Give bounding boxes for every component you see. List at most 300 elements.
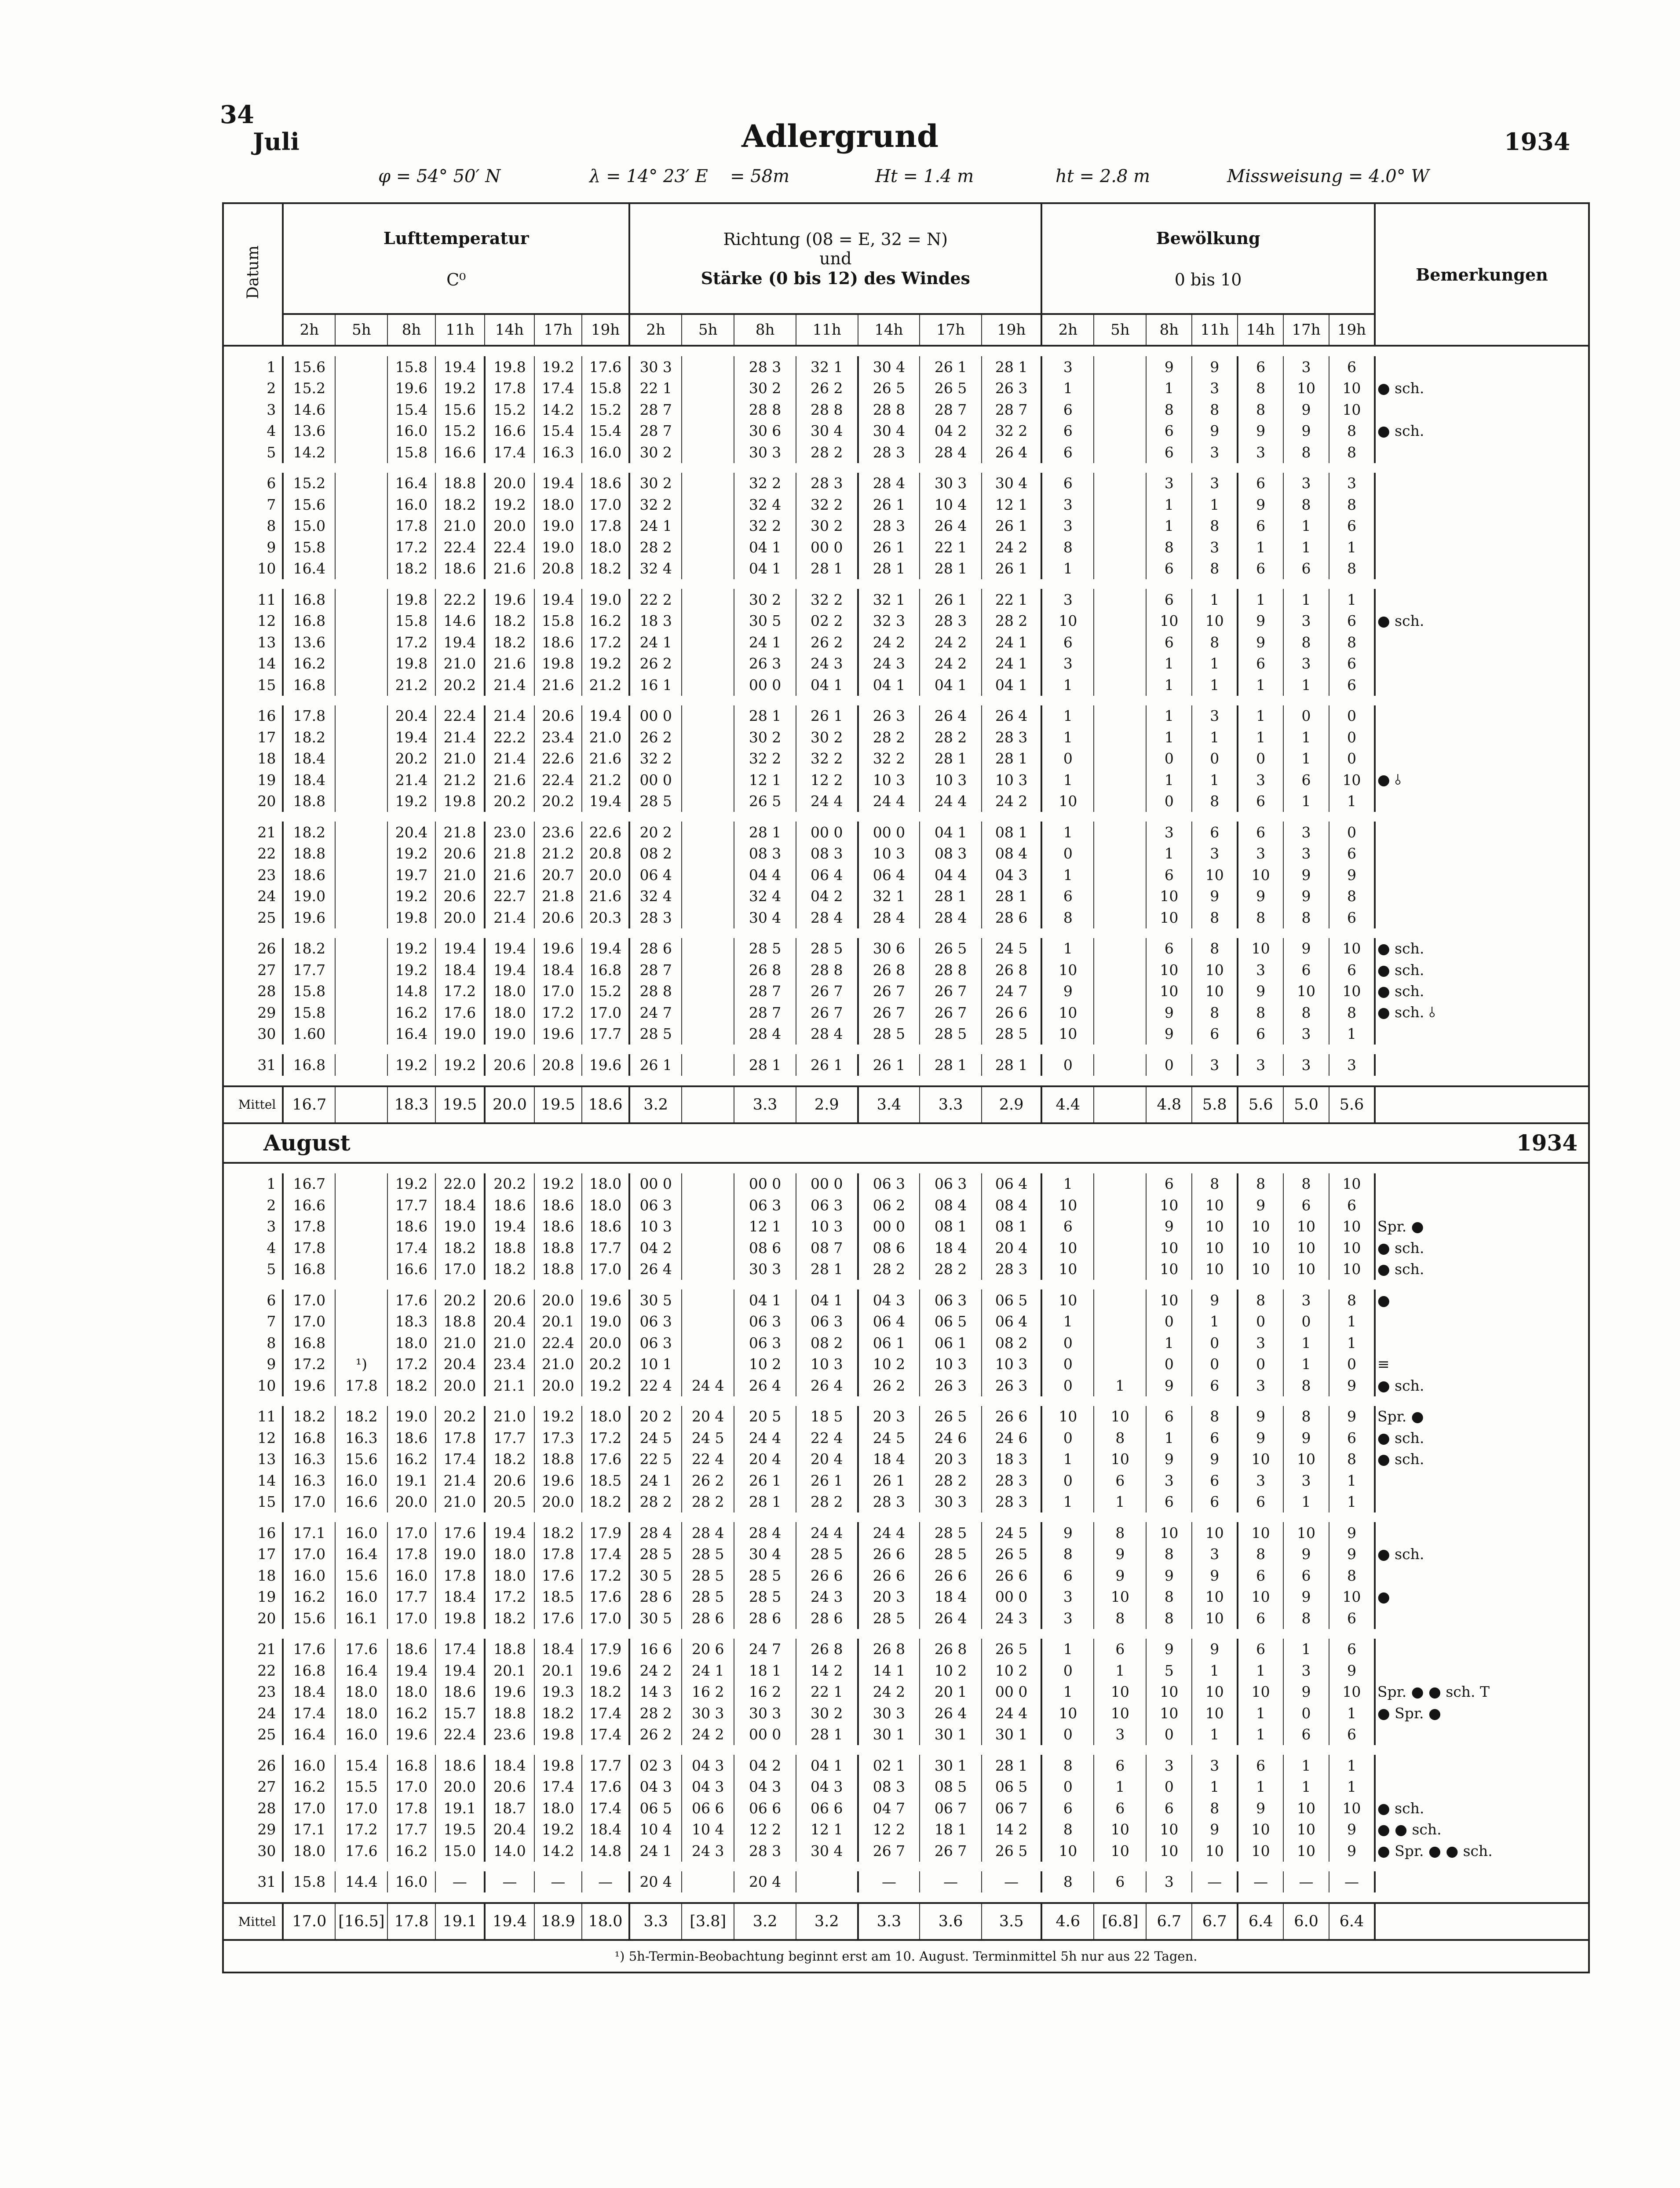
table-row (223, 1194, 1589, 1216)
temp-19h: 20.0 (582, 1332, 629, 1354)
temp-17h: 23.6 (534, 822, 582, 843)
wind-11h: 28 1 (796, 558, 858, 580)
wind-14h: 28 2 (858, 727, 920, 748)
remark-cell (1375, 1054, 1589, 1076)
wind-8h: 30 3 (734, 1259, 796, 1280)
wind-11h: 24 3 (796, 1586, 858, 1608)
temp-8h: 19.8 (387, 589, 435, 610)
temp-19h: 17.0 (582, 1002, 629, 1023)
temp-5h (335, 356, 387, 378)
cloud-17h: 8 (1283, 1002, 1329, 1023)
temp-11h: 21.4 (435, 1470, 485, 1491)
temp-2h: 15.8 (283, 537, 335, 558)
wind-5h (682, 791, 734, 812)
wind-19h: 24 2 (982, 537, 1041, 558)
cloud-19h: 1 (1329, 1332, 1375, 1354)
declination: Missweisung = 4.0° W (1227, 166, 1429, 186)
wind-19h: 10 3 (982, 1354, 1041, 1375)
wind-14h: 24 3 (858, 653, 920, 675)
wind-17h: 06 3 (920, 1173, 982, 1195)
wind-14h: 3.3 (858, 1903, 920, 1940)
cloud-5h (1094, 938, 1146, 960)
wind-19h: 06 4 (982, 1173, 1041, 1195)
temp-14h: 19.4 (485, 1216, 534, 1238)
cloud-14h: 6 (1238, 558, 1283, 580)
section-year: 1934 (435, 1123, 1589, 1163)
row-gap (223, 1512, 1589, 1522)
cloud-2h: 8 (1041, 1819, 1094, 1841)
temp-2h: 18.2 (283, 938, 335, 960)
temp-11h: 15.6 (435, 399, 485, 420)
day-cell: 2 (223, 378, 283, 399)
remark-cell (1375, 653, 1589, 675)
temp-5h (335, 1289, 387, 1311)
temp-8h: 17.2 (387, 1354, 435, 1375)
cloud-14h: 10 (1238, 864, 1283, 886)
cloud-5h: 8 (1094, 1427, 1146, 1449)
day-cell: 13 (223, 1449, 283, 1470)
wind-19h: 28 5 (982, 1023, 1041, 1045)
cloud-2h: 10 (1041, 1702, 1094, 1724)
table-row (223, 1565, 1589, 1586)
temp-17h: 20.2 (534, 791, 582, 812)
cloud-2h: 10 (1041, 1289, 1094, 1311)
temp-8h: 17.7 (387, 1194, 435, 1216)
cloud-11h: 6 (1192, 1023, 1238, 1045)
wind-19h: 00 0 (982, 1681, 1041, 1703)
cloud-8h: 6 (1146, 558, 1192, 580)
cloud-2h: 3 (1041, 515, 1094, 537)
wind-19h: 28 3 (982, 1470, 1041, 1491)
wind-2h: 06 3 (629, 1332, 682, 1354)
temp-14h: 18.2 (485, 632, 534, 653)
remark-cell: ● sch. (1375, 1544, 1589, 1565)
temp-5h: 17.6 (335, 1639, 387, 1660)
wind-19h: 20 4 (982, 1237, 1041, 1259)
table-row (223, 378, 1589, 399)
temp-2h: 18.2 (283, 822, 335, 843)
cloud-14h: 10 (1238, 938, 1283, 960)
temp-2h: 17.0 (283, 1311, 335, 1333)
remark-cell (1375, 1491, 1589, 1513)
table-row (223, 705, 1589, 727)
cloud-14h: 9 (1238, 420, 1283, 442)
remark-cell: ● (1375, 1586, 1589, 1608)
cloud-8h: 1 (1146, 705, 1192, 727)
temp-8h: 19.1 (387, 1470, 435, 1491)
day-cell: 6 (223, 1289, 283, 1311)
cloud-19h: 0 (1329, 748, 1375, 770)
wind-5h (682, 1311, 734, 1333)
gap-cell (223, 1396, 1589, 1406)
temp-14h: 20.0 (485, 515, 534, 537)
temp-14h: 23.6 (485, 1724, 534, 1746)
temp-14h: 20.4 (485, 1819, 534, 1841)
wind-11h: 26 2 (796, 632, 858, 653)
wind-8h: 06 3 (734, 1332, 796, 1354)
wind-17h: 28 7 (920, 399, 982, 420)
wind-2h: 22 5 (629, 1449, 682, 1470)
wind-14h: 08 3 (858, 1776, 920, 1798)
table-row (223, 1470, 1589, 1491)
cloud-2h: 10 (1041, 610, 1094, 632)
remark-cell (1375, 1086, 1589, 1123)
ht-lower: ht = 2.8 m (1055, 166, 1150, 186)
table-body (223, 346, 1589, 1972)
cloud-8h: 8 (1146, 1544, 1192, 1565)
cloud-2h: 6 (1041, 442, 1094, 463)
remark-cell (1375, 1173, 1589, 1195)
temp-17h: 18.0 (534, 494, 582, 515)
temp-14h: 14.0 (485, 1840, 534, 1862)
cloud-19h: 9 (1329, 1375, 1375, 1396)
time-header-11h: 11h (796, 314, 858, 346)
wind-11h: 32 1 (796, 356, 858, 378)
cloud-19h: 10 (1329, 1797, 1375, 1819)
temp-11h: 21.0 (435, 1332, 485, 1354)
table-row (223, 748, 1589, 770)
wind-17h: 18 4 (920, 1237, 982, 1259)
wind-8h: 12 1 (734, 769, 796, 791)
remark-cell: ≡ (1375, 1354, 1589, 1375)
temp-2h: 17.0 (283, 1797, 335, 1819)
cloud-17h: 5.0 (1283, 1086, 1329, 1123)
cloud-17h: 3 (1283, 1289, 1329, 1311)
wind-8h: 28 7 (734, 1002, 796, 1023)
temp-5h: 17.2 (335, 1819, 387, 1841)
wind-19h: 10 2 (982, 1660, 1041, 1681)
cloud-8h: 4.8 (1146, 1086, 1192, 1123)
wind-2h: 24 1 (629, 1470, 682, 1491)
temp-14h: 20.6 (485, 1054, 534, 1076)
cloud-17h: 9 (1283, 886, 1329, 907)
cloud-19h: — (1329, 1871, 1375, 1893)
temp-8h: 17.7 (387, 1586, 435, 1608)
table-row (223, 653, 1589, 675)
cloud-19h: 8 (1329, 1289, 1375, 1311)
temp-2h: 16.8 (283, 1332, 335, 1354)
temp-19h: 17.9 (582, 1639, 629, 1660)
wind-2h: 28 7 (629, 959, 682, 981)
temp-2h: 16.2 (283, 653, 335, 675)
cloud-8h: 8 (1146, 537, 1192, 558)
table-row (223, 632, 1589, 653)
wind-14h: 06 2 (858, 1194, 920, 1216)
wind-14h: 18 4 (858, 1449, 920, 1470)
temp-14h: 17.4 (485, 442, 534, 463)
wind-11h: 30 2 (796, 1702, 858, 1724)
temp-2h: 15.6 (283, 494, 335, 515)
cloud-8h: 6 (1146, 632, 1192, 653)
wind-5h (682, 1194, 734, 1216)
cloud-11h: 10 (1192, 1702, 1238, 1724)
temp-19h: 16.0 (582, 442, 629, 463)
row-gap (223, 579, 1589, 589)
temp-11h: — (435, 1871, 485, 1893)
cloud-5h (1094, 843, 1146, 865)
cloud-8h: 10 (1146, 1259, 1192, 1280)
temp-5h (335, 959, 387, 981)
temp-17h: 21.2 (534, 843, 582, 865)
cloud-19h: 6 (1329, 653, 1375, 675)
temp-8h: 19.2 (387, 1173, 435, 1195)
temp-11h: 21.8 (435, 822, 485, 843)
temp-17h: 18.4 (534, 959, 582, 981)
cloud-2h: 0 (1041, 843, 1094, 865)
day-cell: 21 (223, 1639, 283, 1660)
cloud-2h: 1 (1041, 1681, 1094, 1703)
cloud-2h: 6 (1041, 886, 1094, 907)
temp-17h: 18.6 (534, 632, 582, 653)
temp-14h: 19.4 (485, 938, 534, 960)
temp-5h (335, 1023, 387, 1045)
temp-19h: 16.8 (582, 959, 629, 981)
temp-8h: 20.4 (387, 705, 435, 727)
remark-cell (1375, 1660, 1589, 1681)
wind-8h: 12 1 (734, 1216, 796, 1238)
wind-14h: 26 6 (858, 1544, 920, 1565)
cloud-14h: 6 (1238, 356, 1283, 378)
cloud-17h: 1 (1283, 1354, 1329, 1375)
wind-2h: 00 0 (629, 705, 682, 727)
cloud-14h: 9 (1238, 1406, 1283, 1428)
temp-17h: 19.0 (534, 537, 582, 558)
cloud-5h (1094, 769, 1146, 791)
cloud-8h: 1 (1146, 515, 1192, 537)
footnote: ¹) 5h-Termin-Beobachtung beginnt erst am 10. August. Terminmittel 5h nur aus 22 Tagen. (223, 1940, 1589, 1972)
wind-11h: 28 1 (796, 1724, 858, 1746)
cloud-8h: 0 (1146, 1354, 1192, 1375)
cloud-17h: 3 (1283, 653, 1329, 675)
temp-5h (335, 442, 387, 463)
cloud-8h: 0 (1146, 791, 1192, 812)
table-row (223, 610, 1589, 632)
wind-14h: 10 3 (858, 843, 920, 865)
wind-14h: 28 1 (858, 558, 920, 580)
table-row (223, 1586, 1589, 1608)
temp-19h: 15.2 (582, 981, 629, 1002)
temp-17h: 18.2 (534, 1702, 582, 1724)
wind-5h (682, 1259, 734, 1280)
temp-19h: 17.6 (582, 1776, 629, 1798)
temp-2h: 19.6 (283, 1375, 335, 1396)
temp-8h: 18.2 (387, 558, 435, 580)
cloud-11h: 9 (1192, 420, 1238, 442)
wind-11h: 04 1 (796, 674, 858, 696)
wind-8h: 30 6 (734, 420, 796, 442)
temp-14h: 21.1 (485, 1375, 534, 1396)
wind-5h (682, 632, 734, 653)
temp-14h: 17.8 (485, 378, 534, 399)
temp-17h: 14.2 (534, 399, 582, 420)
temp-17h: 19.2 (534, 1173, 582, 1195)
cloud-14h: 6 (1238, 473, 1283, 494)
wind-11h: 08 7 (796, 1237, 858, 1259)
temp-8h: 15.8 (387, 356, 435, 378)
temp-19h: 18.4 (582, 1819, 629, 1841)
temp-14h: 20.6 (485, 1470, 534, 1491)
cloud-2h: 3 (1041, 653, 1094, 675)
row-gap (223, 1629, 1589, 1639)
temp-17h: 18.9 (534, 1903, 582, 1940)
wind-17h: 08 1 (920, 1216, 982, 1238)
temp-8h: 18.0 (387, 1681, 435, 1703)
remark-cell: ● sch. (1375, 420, 1589, 442)
temp-14h: 20.0 (485, 1086, 534, 1123)
temp-19h: 17.9 (582, 1522, 629, 1544)
row-gap (223, 1862, 1589, 1871)
wind-2h: 10 1 (629, 1354, 682, 1375)
wind-11h: 28 8 (796, 959, 858, 981)
wind-8h: 16 2 (734, 1681, 796, 1703)
cloud-19h: 0 (1329, 727, 1375, 748)
wind-17h: 28 2 (920, 1470, 982, 1491)
wind-11h: 28 3 (796, 473, 858, 494)
cloud-5h (1094, 610, 1146, 632)
cloud-11h: 10 (1192, 981, 1238, 1002)
cloud-17h: 1 (1283, 1332, 1329, 1354)
cloud-19h: 9 (1329, 864, 1375, 886)
wind-2h: 30 2 (629, 473, 682, 494)
cloud-17h: 1 (1283, 515, 1329, 537)
temp-2h: 16.4 (283, 1724, 335, 1746)
cloud-5h: [6.8] (1094, 1903, 1146, 1940)
wind-8h: 32 4 (734, 886, 796, 907)
cloud-17h: 8 (1283, 907, 1329, 928)
cloud-17h: 1 (1283, 589, 1329, 610)
wind-17h: 18 1 (920, 1819, 982, 1841)
wind-17h: 26 5 (920, 378, 982, 399)
wind-14h: 32 2 (858, 748, 920, 770)
temp-17h: 20.6 (534, 907, 582, 928)
cloud-2h: 6 (1041, 420, 1094, 442)
temp-5h (335, 1173, 387, 1195)
wind-17h: 06 1 (920, 1332, 982, 1354)
gap-cell (223, 1745, 1589, 1755)
temp-5h (335, 473, 387, 494)
cloud-14h: 10 (1238, 1840, 1283, 1862)
wind-11h: 26 1 (796, 705, 858, 727)
wind-2h: 28 5 (629, 1544, 682, 1565)
temp-2h: 13.6 (283, 632, 335, 653)
temp-19h: 17.7 (582, 1755, 629, 1776)
temp-14h: 17.2 (485, 1586, 534, 1608)
wind-5h: 24 1 (682, 1660, 734, 1681)
temp-14h: 19.2 (485, 494, 534, 515)
mittel-label: Mittel (223, 1903, 283, 1940)
temp-5h: 15.6 (335, 1449, 387, 1470)
wind-8h: 32 2 (734, 473, 796, 494)
wind-19h: 26 3 (982, 378, 1041, 399)
remark-cell: Spr. ● (1375, 1406, 1589, 1428)
wind-17h: 30 1 (920, 1755, 982, 1776)
wind-17h: 28 1 (920, 558, 982, 580)
table-row (223, 399, 1589, 420)
table-row (223, 1173, 1589, 1195)
temp-17h: 19.5 (534, 1086, 582, 1123)
temp-19h: 17.4 (582, 1544, 629, 1565)
cloud-5h (1094, 1023, 1146, 1045)
wind-11h: 22 1 (796, 1681, 858, 1703)
cloud-19h: 6 (1329, 907, 1375, 928)
temp-2h: 16.2 (283, 1776, 335, 1798)
day-cell: 15 (223, 674, 283, 696)
cloud-14h: 6 (1238, 1565, 1283, 1586)
wind-2h: 28 2 (629, 537, 682, 558)
temp-19h: 18.6 (582, 473, 629, 494)
wind-2h: 28 2 (629, 1702, 682, 1724)
wind-2h: 20 2 (629, 1406, 682, 1428)
wind-14h: 28 3 (858, 515, 920, 537)
temp-11h: 19.0 (435, 1216, 485, 1238)
temp-5h (335, 791, 387, 812)
table-row (223, 843, 1589, 865)
day-cell: 2 (223, 1194, 283, 1216)
temp-14h: 18.0 (485, 981, 534, 1002)
temp-17h: 20.6 (534, 705, 582, 727)
wind-8h: 26 5 (734, 791, 796, 812)
wind-17h: 26 1 (920, 356, 982, 378)
cloud-17h: 8 (1283, 1173, 1329, 1195)
gap-cell (223, 1076, 1589, 1086)
day-cell: 17 (223, 727, 283, 748)
wind-17h: 26 7 (920, 1002, 982, 1023)
table-row (223, 1840, 1589, 1862)
cloud-17h: 10 (1283, 1449, 1329, 1470)
wind-17h: 28 4 (920, 907, 982, 928)
day-cell: 12 (223, 1427, 283, 1449)
cloud-8h: 3 (1146, 1470, 1192, 1491)
remark-cell (1375, 886, 1589, 907)
temp-17h: 18.8 (534, 1449, 582, 1470)
temp-19h: 21.2 (582, 769, 629, 791)
cloud-19h: 6 (1329, 515, 1375, 537)
cloud-5h (1094, 420, 1146, 442)
wind-11h: 26 7 (796, 1002, 858, 1023)
table-row (223, 959, 1589, 981)
cloud-2h: 8 (1041, 907, 1094, 928)
cloud-8h: 9 (1146, 1565, 1192, 1586)
day-cell: 16 (223, 1522, 283, 1544)
wind-19h: 28 1 (982, 886, 1041, 907)
wind-17h: 3.6 (920, 1903, 982, 1940)
temp-19h: 19.0 (582, 1311, 629, 1333)
observation-table (222, 202, 1590, 1973)
temp-17h: 17.3 (534, 1427, 582, 1449)
cloud-17h: 6 (1283, 959, 1329, 981)
cloud-17h: 3 (1283, 356, 1329, 378)
table-row (223, 1259, 1589, 1280)
gap-cell (223, 1163, 1589, 1173)
temp-17h: 19.8 (534, 653, 582, 675)
temp-11h: 20.2 (435, 1289, 485, 1311)
cloud-17h: 1 (1283, 748, 1329, 770)
wind-5h: 04 3 (682, 1776, 734, 1798)
temp-5h (335, 537, 387, 558)
temp-2h: 18.2 (283, 1406, 335, 1428)
cloud-17h: 8 (1283, 494, 1329, 515)
wind-17h: 10 2 (920, 1660, 982, 1681)
cloud-19h: 8 (1329, 494, 1375, 515)
cloud-14h: 10 (1238, 1819, 1283, 1841)
wind-19h: 26 6 (982, 1406, 1041, 1428)
wind-5h (682, 981, 734, 1002)
temp-14h: 18.2 (485, 610, 534, 632)
row-gap (223, 812, 1589, 822)
wind-8h: 28 1 (734, 705, 796, 727)
luft-unit: C⁰ (446, 270, 466, 289)
temp-19h: 19.6 (582, 1289, 629, 1311)
